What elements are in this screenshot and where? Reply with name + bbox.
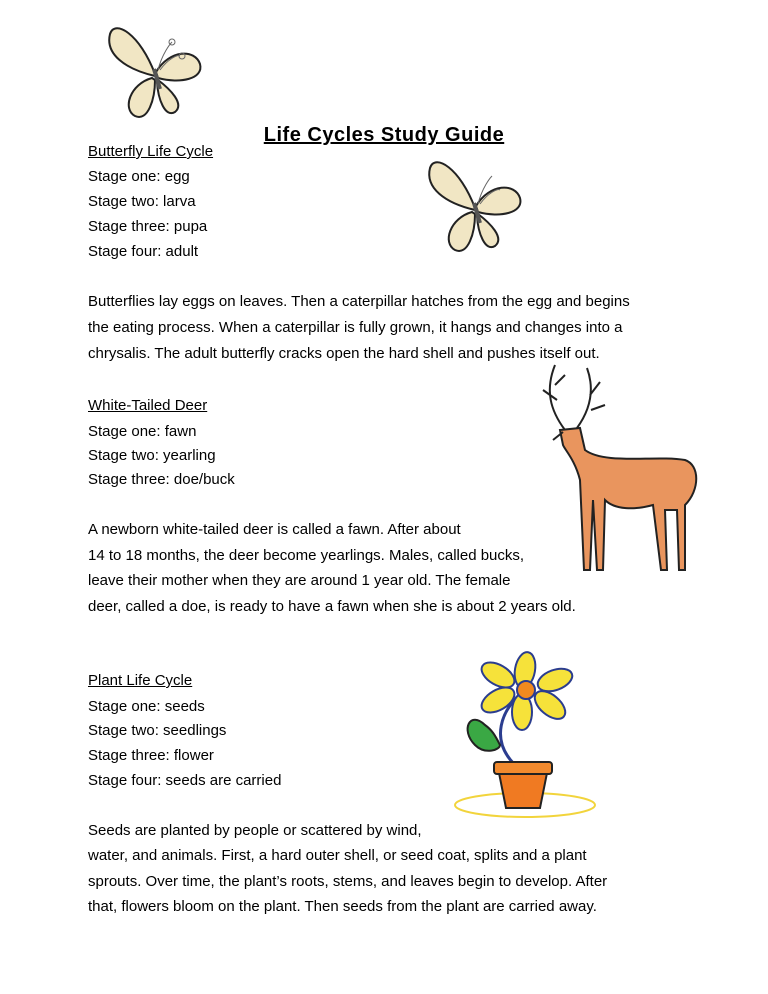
paragraph-line: sprouts. Over time, the plant’s roots, stems, and leaves begin to develop. After <box>88 873 608 890</box>
paragraph-line: that, flowers bloom on the plant. Then seeds from the plant are carried away. <box>88 898 597 915</box>
paragraph-line: the eating process. When a caterpillar is fully grown, it hangs and changes into a <box>88 319 623 336</box>
stage-item: Stage one: fawn <box>88 423 197 440</box>
page-title: Life Cycles Study Guide <box>263 124 505 146</box>
deer-image <box>535 360 705 580</box>
stage-item: Stage two: larva <box>88 193 196 210</box>
stage-item: Stage three: pupa <box>88 218 208 235</box>
paragraph-line: A newborn white-tailed deer is called a fawn. After about <box>88 521 461 538</box>
stage-item: Stage three: doe/buck <box>88 471 235 488</box>
butterfly-heading: Butterfly Life Cycle <box>88 143 214 160</box>
paragraph-line: leave their mother when they are around 1 year old. The female <box>88 572 511 589</box>
stage-item: Stage four: adult <box>88 243 199 260</box>
stage-item: Stage one: seeds <box>88 698 205 715</box>
plant-heading: Plant Life Cycle <box>88 672 193 689</box>
paragraph-line: Butterflies lay eggs on leaves. Then a caterpillar hatches from the egg and begins <box>88 293 630 310</box>
paragraph-line: water, and animals. First, a hard outer shell, or seed coat, splits and a plant <box>88 847 587 864</box>
butterfly-image <box>420 148 530 260</box>
stage-item: Stage two: yearling <box>88 447 216 464</box>
stage-item: Stage two: seedlings <box>88 722 227 739</box>
paragraph-line: chrysalis. The adult butterfly cracks open the hard shell and pushes itself out. <box>88 345 600 362</box>
stage-item: Stage three: flower <box>88 747 214 764</box>
paragraph-line: deer, called a doe, is ready to have a fawn when she is about 2 years old. <box>88 598 576 615</box>
stage-item: Stage one: egg <box>88 168 190 185</box>
deer-heading: White-Tailed Deer <box>88 397 208 414</box>
paragraph-line: Seeds are planted by people or scattered by wind, <box>88 822 422 839</box>
paragraph-line: 14 to 18 months, the deer become yearlings. Males, called bucks, <box>88 547 525 564</box>
butterfly-image <box>100 14 210 126</box>
flower-image <box>430 650 610 830</box>
stage-item: Stage four: seeds are carried <box>88 772 282 789</box>
